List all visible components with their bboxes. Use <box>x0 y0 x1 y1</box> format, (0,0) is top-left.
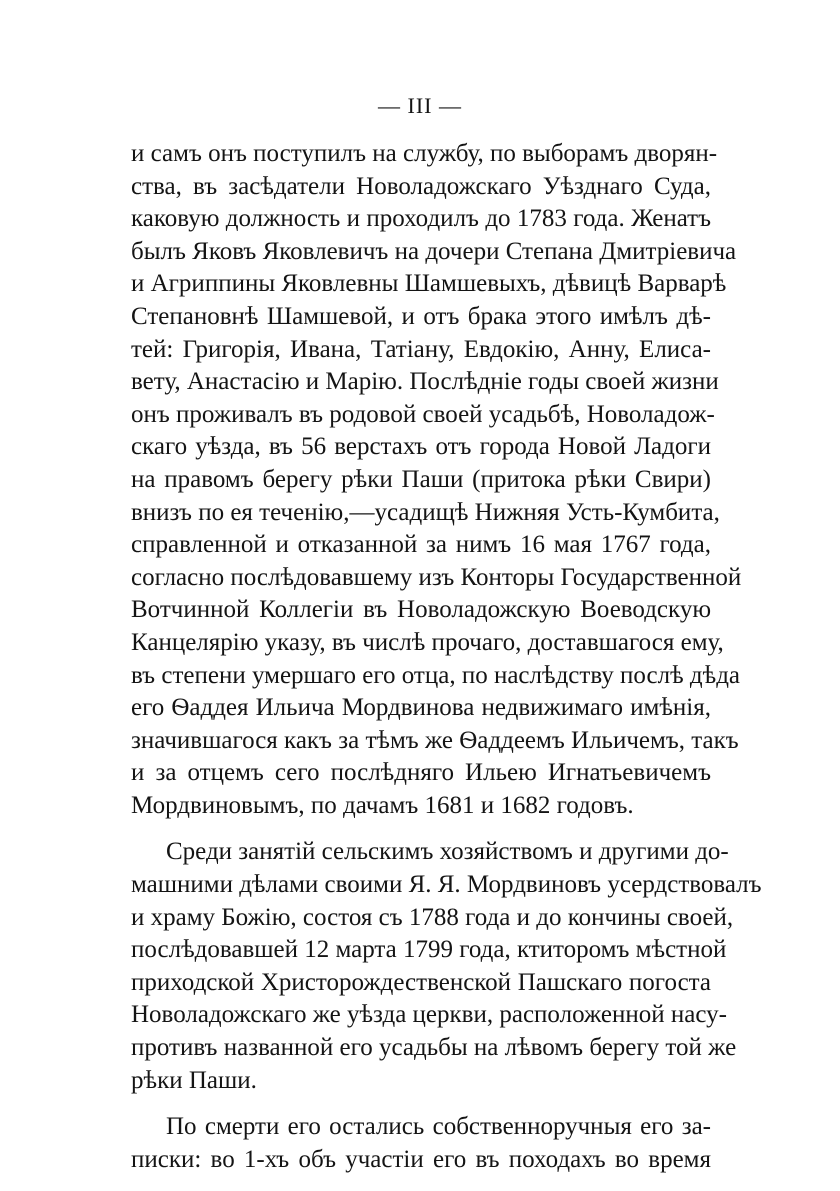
text-line: его Ѳаддея Ильича Мордвинова недвижимаго имѣнія, <box>131 694 711 722</box>
text-line: рѣки Паши. <box>131 1066 257 1094</box>
text-line: вету, Анастасію и Марію. Послѣдніе годы своей жизни <box>131 368 719 396</box>
text-line: ства, въ засѣдатели Новоладожскаго Уѣзднаго Суда, <box>131 172 711 200</box>
text-line: согласно послѣдовавшему изъ Конторы Государственной <box>131 563 742 591</box>
text-line: въ степени умершаго его отца, по наслѣдству послѣ дѣда <box>131 661 741 689</box>
text-line: писки: во 1-хъ объ участіи его въ походахъ во время <box>131 1145 711 1173</box>
text-line: послѣдовавшей 12 марта 1799 года, ктиторомъ мѣстной <box>131 936 727 964</box>
body-text <box>131 138 762 1176</box>
paragraph-3 <box>131 1111 711 1176</box>
text-line: приходской Христорождественской Пашскаго погоста <box>131 968 711 996</box>
text-line: справленной и отказанной за нимъ 16 мая 1767 года, <box>131 531 711 559</box>
text-line: противъ названной его усадьбы на лѣвомъ берегу той же <box>131 1034 737 1062</box>
text-line: былъ Яковъ Яковлевичъ на дочери Степана Дмитріевича <box>131 237 737 265</box>
text-line: скаго уѣзда, въ 56 верстахъ отъ города Новой Ладоги <box>131 433 711 461</box>
text-line: По смерти его остались собственноручныя его за- <box>166 1113 711 1141</box>
text-line: Степановнѣ Шамшевой, и отъ брака этого имѣлъ дѣ- <box>131 302 711 330</box>
paragraph-gap <box>131 822 711 836</box>
paragraph-1 <box>131 138 742 822</box>
text-line: каковую должность и проходилъ до 1783 года. Женатъ <box>131 205 711 233</box>
text-line: значившагося какъ за тѣмъ же Ѳаддеемъ Ильичемъ, такъ <box>131 726 739 754</box>
paragraph-gap <box>131 1097 711 1111</box>
text-line: и Агриппины Яковлевны Шамшевыхъ, дѣвицѣ Варварѣ <box>131 270 727 298</box>
text-line: онъ проживалъ въ родовой своей усадьбѣ, Новоладож- <box>131 400 715 428</box>
text-line: и храму Божію, состоя съ 1788 года и до кончины своей, <box>131 903 734 931</box>
text-line: Канцелярію указу, въ числѣ прочаго, доставшагося ему, <box>131 628 724 656</box>
text-line: на правомъ берегу рѣки Паши (притока рѣки Свири) <box>131 465 711 493</box>
page-number: — III — <box>378 93 462 118</box>
text-line: внизъ по ея теченію,—усадищѣ Нижняя Усть-Кумбита, <box>131 498 720 526</box>
text-line: машними дѣлами своими Я. Я. Мордвиновъ усердствовалъ <box>131 871 762 899</box>
text-line: Новоладожскаго же уѣзда церкви, расположенной насу- <box>131 1001 727 1029</box>
text-line: и самъ онъ поступилъ на службу, по выборамъ дворян- <box>131 140 718 167</box>
text-line: тей: Григорія, Ивана, Татіану, Евдокію, Анну, Елиса- <box>131 335 711 363</box>
text-line: и за отцемъ сего послѣдняго Ильею Игнатьевичемъ <box>131 759 711 787</box>
text-line: Мордвиновымъ, по дачамъ 1681 и 1682 годовъ. <box>131 791 634 819</box>
text-line: Среди занятій сельскимъ хозяйствомъ и другими до- <box>166 838 729 866</box>
text-line: Вотчинной Коллегіи въ Новоладожскую Воеводскую <box>131 596 711 624</box>
paragraph-2 <box>131 836 762 1097</box>
